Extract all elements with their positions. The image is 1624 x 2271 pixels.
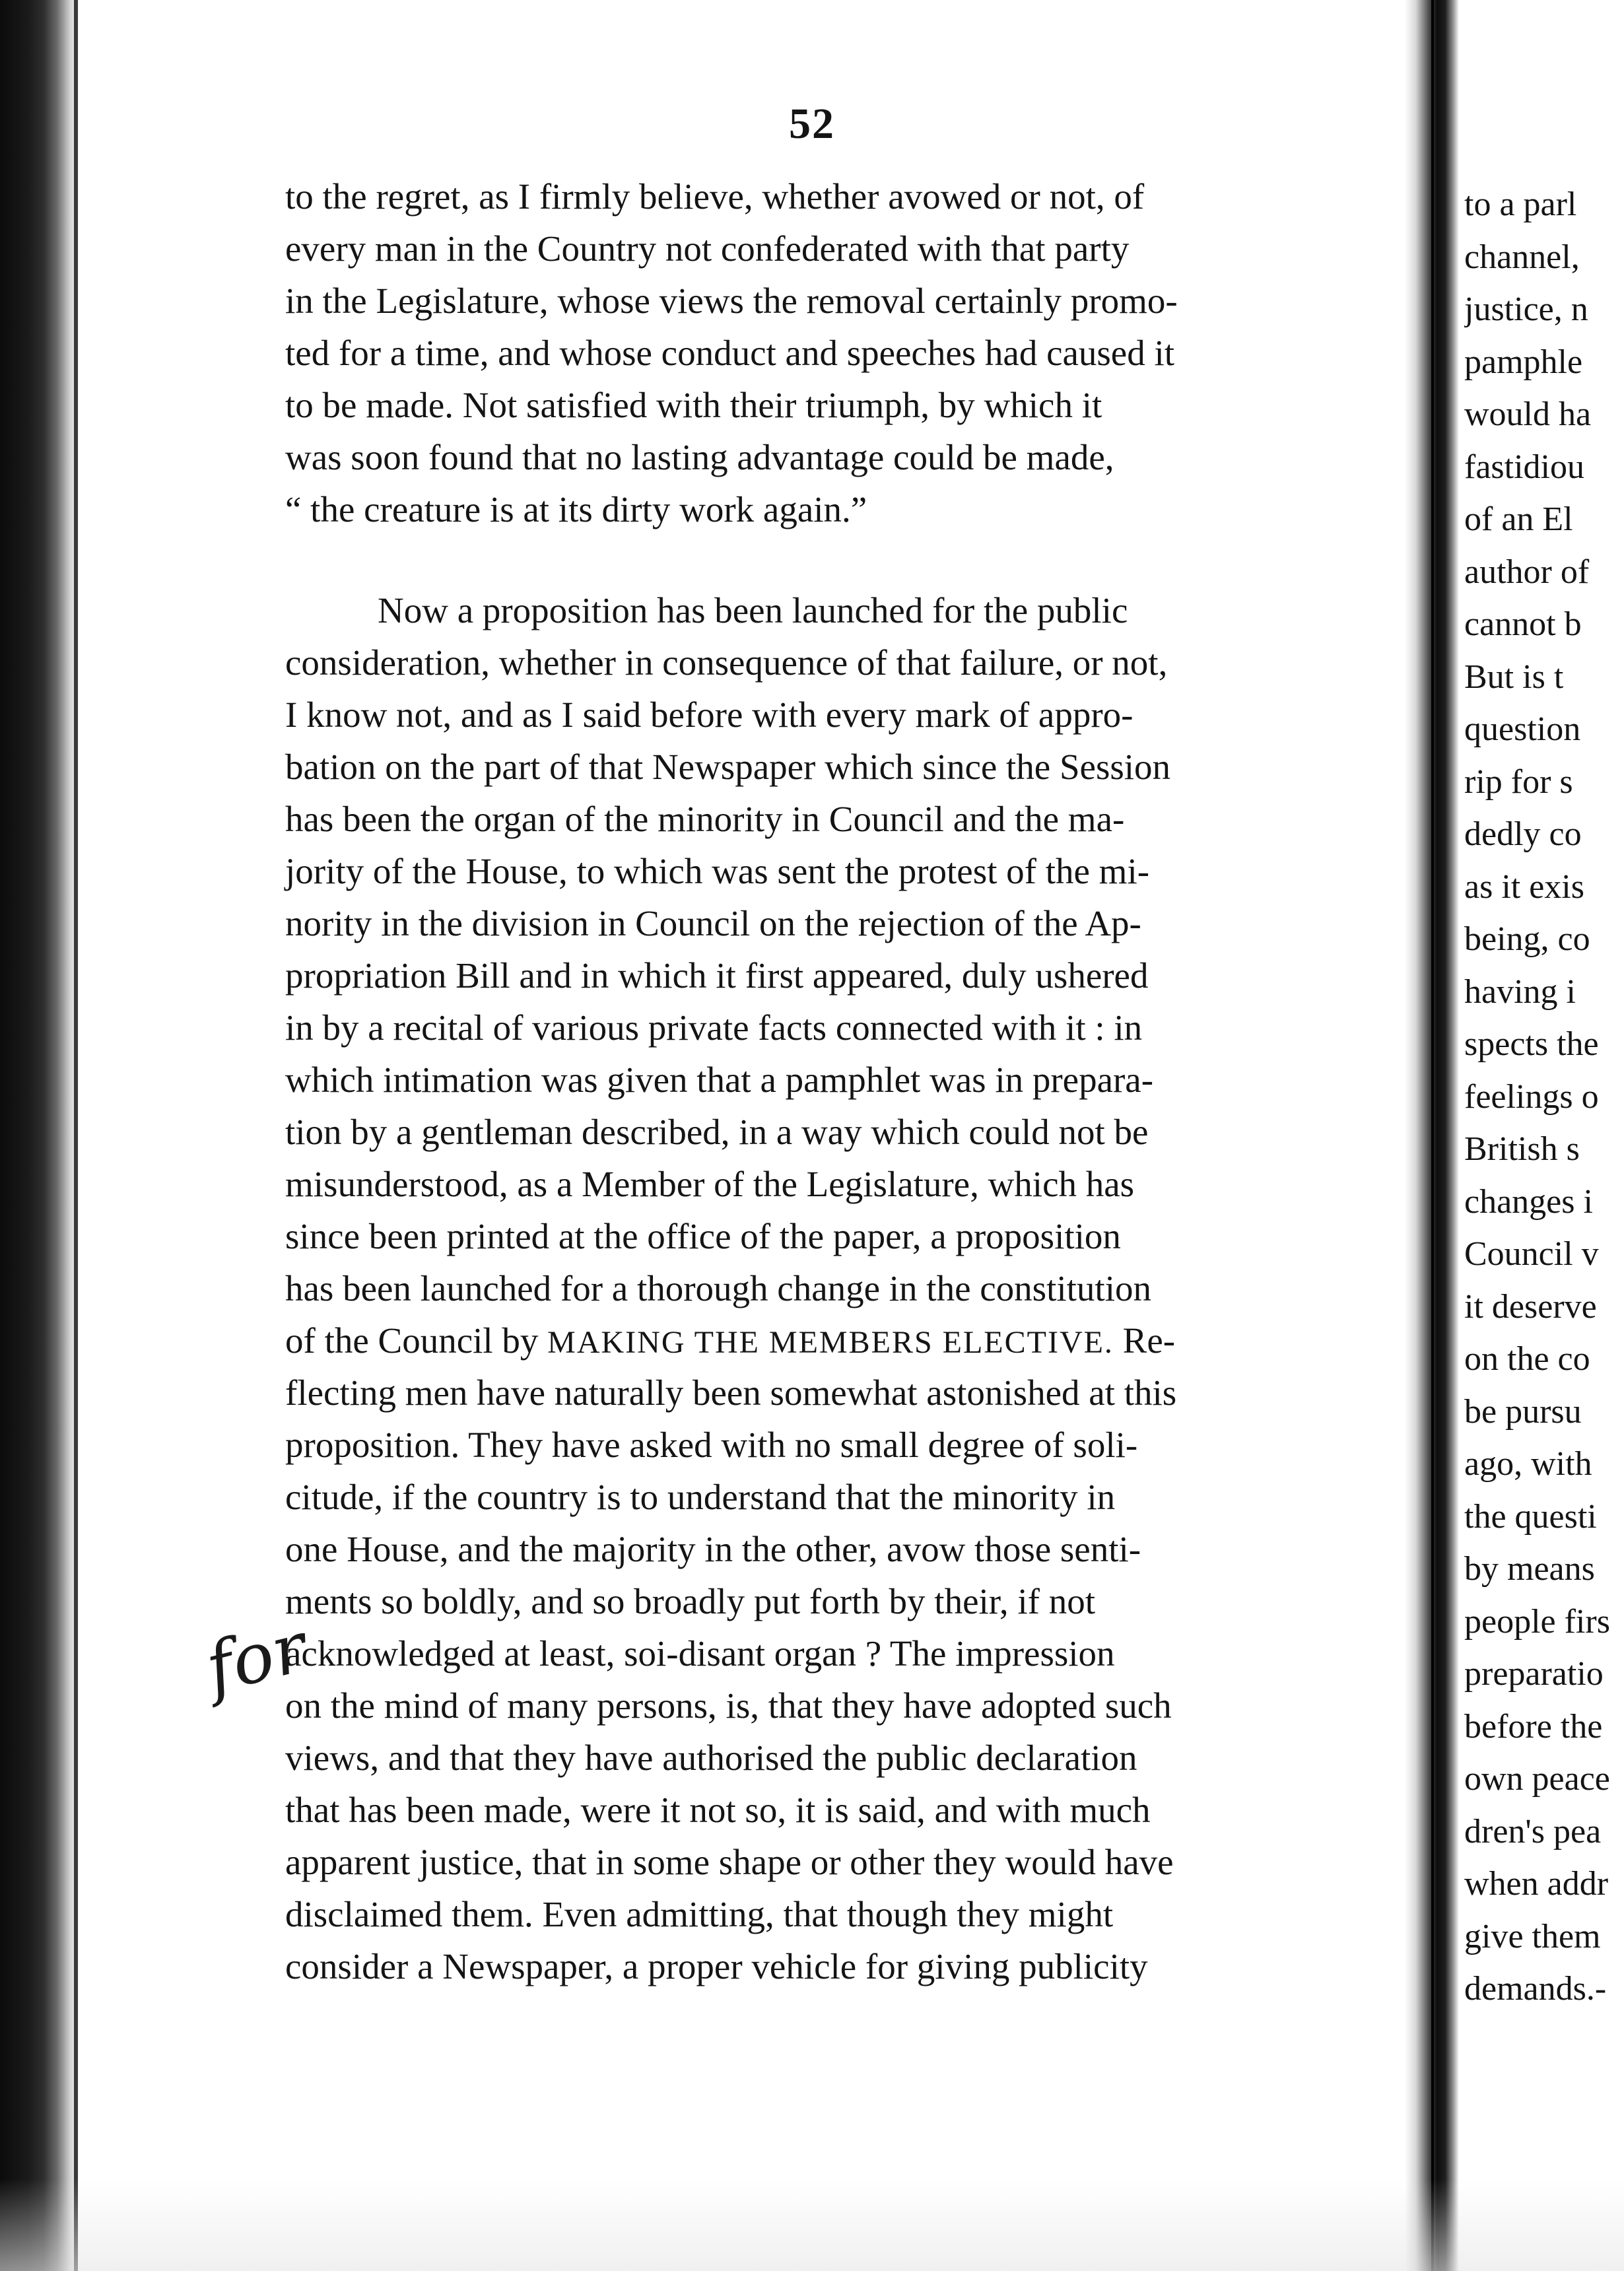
facing-line: question [1464,710,1581,748]
text-line: ted for a time, and whose conduct and speeches had caused it [285,333,1175,373]
facing-line: cannot b [1464,605,1582,643]
caps-line-pre: of the Council by [285,1320,539,1361]
facing-line: would ha [1464,395,1592,433]
paragraph-1 [285,170,1394,535]
facing-line: preparatio [1464,1655,1604,1693]
facing-line: spects the [1464,1025,1599,1063]
facing-page-fragment [1464,178,1624,2016]
facing-line: give them [1464,1917,1601,1955]
facing-line: feelings o [1464,1077,1599,1116]
paragraph-2 [285,584,1394,1992]
facing-line: demands.- [1464,1970,1607,2008]
facing-line: justice, n [1464,290,1588,328]
facing-line: be pursu [1464,1392,1582,1431]
text-line: views, and that they have authorised the public declaration [285,1738,1137,1778]
page-edge-left [74,0,78,2271]
text-line: which intimation was given that a pamphlet was in prepara- [285,1060,1154,1100]
facing-line: dren's pea [1464,1812,1602,1850]
text-line: that has been made, were it not so, it is said, and with much [285,1790,1151,1830]
text-line: consideration, whether in consequence of that failure, or not, [285,642,1168,683]
facing-line: before the [1464,1707,1603,1746]
gutter-line [1431,0,1434,2271]
text-line: to the regret, as I firmly believe, whether avowed or not, of [285,176,1145,217]
caps-line-post: Re- [1122,1320,1176,1361]
facing-line: as it exis [1464,867,1584,906]
text-line: consider a Newspaper, a proper vehicle for giving publicity [285,1946,1148,1986]
handwritten-margin-note: for [198,1606,314,1709]
text-line: flecting men have naturally been somewhat astonished at this [285,1373,1177,1413]
text-line: citude, if the country is to understand that the minority in [285,1477,1116,1517]
facing-line: pamphle [1464,343,1583,381]
facing-line: dedly co [1464,815,1582,853]
text-line: in by a recital of various private facts connected with it : in [285,1007,1143,1048]
facing-line: being, co [1464,920,1590,958]
text-line: jority of the House, to which was sent the protest of the mi- [285,851,1150,891]
text-line: has been the organ of the minority in Council and the ma- [285,799,1125,839]
text-line: I know not, and as I said before with every mark of appro- [285,695,1133,735]
facing-line: changes i [1464,1182,1593,1221]
facing-line: Council v [1464,1235,1599,1273]
facing-line: to a parl [1464,186,1577,223]
text-line: bation on the part of that Newspaper which since the Session [285,747,1171,787]
text-line: since been printed at the office of the paper, a proposition [285,1216,1121,1256]
text-line: apparent justice, that in some shape or other they would have [285,1842,1174,1882]
text-line: ments so boldly, and so broadly put forth by their, if not [285,1581,1095,1621]
facing-line: people firs [1464,1602,1610,1641]
text-line: Now a proposition has been launched for the public [378,590,1128,630]
text-line: nority in the division in Council on the rejection of the Ap- [285,903,1141,943]
facing-line: British s [1464,1130,1580,1168]
text-line: was soon found that no lasting advantage could be made, [285,437,1114,477]
facing-line: author of [1464,553,1590,591]
text-line: tion by a gentleman described, in a way which could not be [285,1112,1149,1152]
text-line: disclaimed them. Even admitting, that though they might [285,1894,1114,1934]
text-line-caps [285,1314,1394,1367]
text-line: every man in the Country not confederated with that party [285,228,1130,269]
facing-line: it deserve [1464,1287,1597,1326]
facing-line: having i [1464,972,1576,1011]
facing-line: channel, [1464,238,1580,276]
text-line: misunderstood, as a Member of the Legislature, which has [285,1164,1135,1204]
emphasis-small-caps: MAKING THE MEMBERS ELECTIVE. [547,1325,1114,1360]
page-number: 52 [789,100,835,148]
page-bottom-shadow [0,2179,1624,2271]
facing-line: But is t [1464,658,1564,696]
facing-line: by means [1464,1550,1595,1588]
facing-line: when addr [1464,1865,1609,1903]
text-line: on the mind of many persons, is, that they have adopted such [285,1685,1172,1726]
text-line: “ the creature is at its dirty work again.” [285,489,867,529]
facing-line: the questi [1464,1497,1597,1536]
facing-line: on the co [1464,1340,1590,1378]
facing-line: rip for s [1464,763,1573,801]
facing-line: own peace [1464,1760,1610,1798]
facing-line: ago, with [1464,1445,1592,1483]
text-line: in the Legislature, whose views the removal certainly promo- [285,281,1178,321]
book-binding-left [0,0,79,2271]
facing-line: fastidiou [1464,448,1584,486]
text-line: propriation Bill and in which it first appeared, duly ushered [285,955,1149,996]
text-line: has been launched for a thorough change in the constitution [285,1268,1151,1308]
text-line: to be made. Not satisfied with their triumph, by which it [285,385,1102,425]
text-line: acknowledged at least, soi-disant organ ? The impression [285,1633,1115,1674]
facing-line: of an El [1464,500,1573,538]
text-line: proposition. They have asked with no small degree of soli- [285,1425,1138,1465]
text-line: one House, and the majority in the other, avow those senti- [285,1529,1141,1569]
